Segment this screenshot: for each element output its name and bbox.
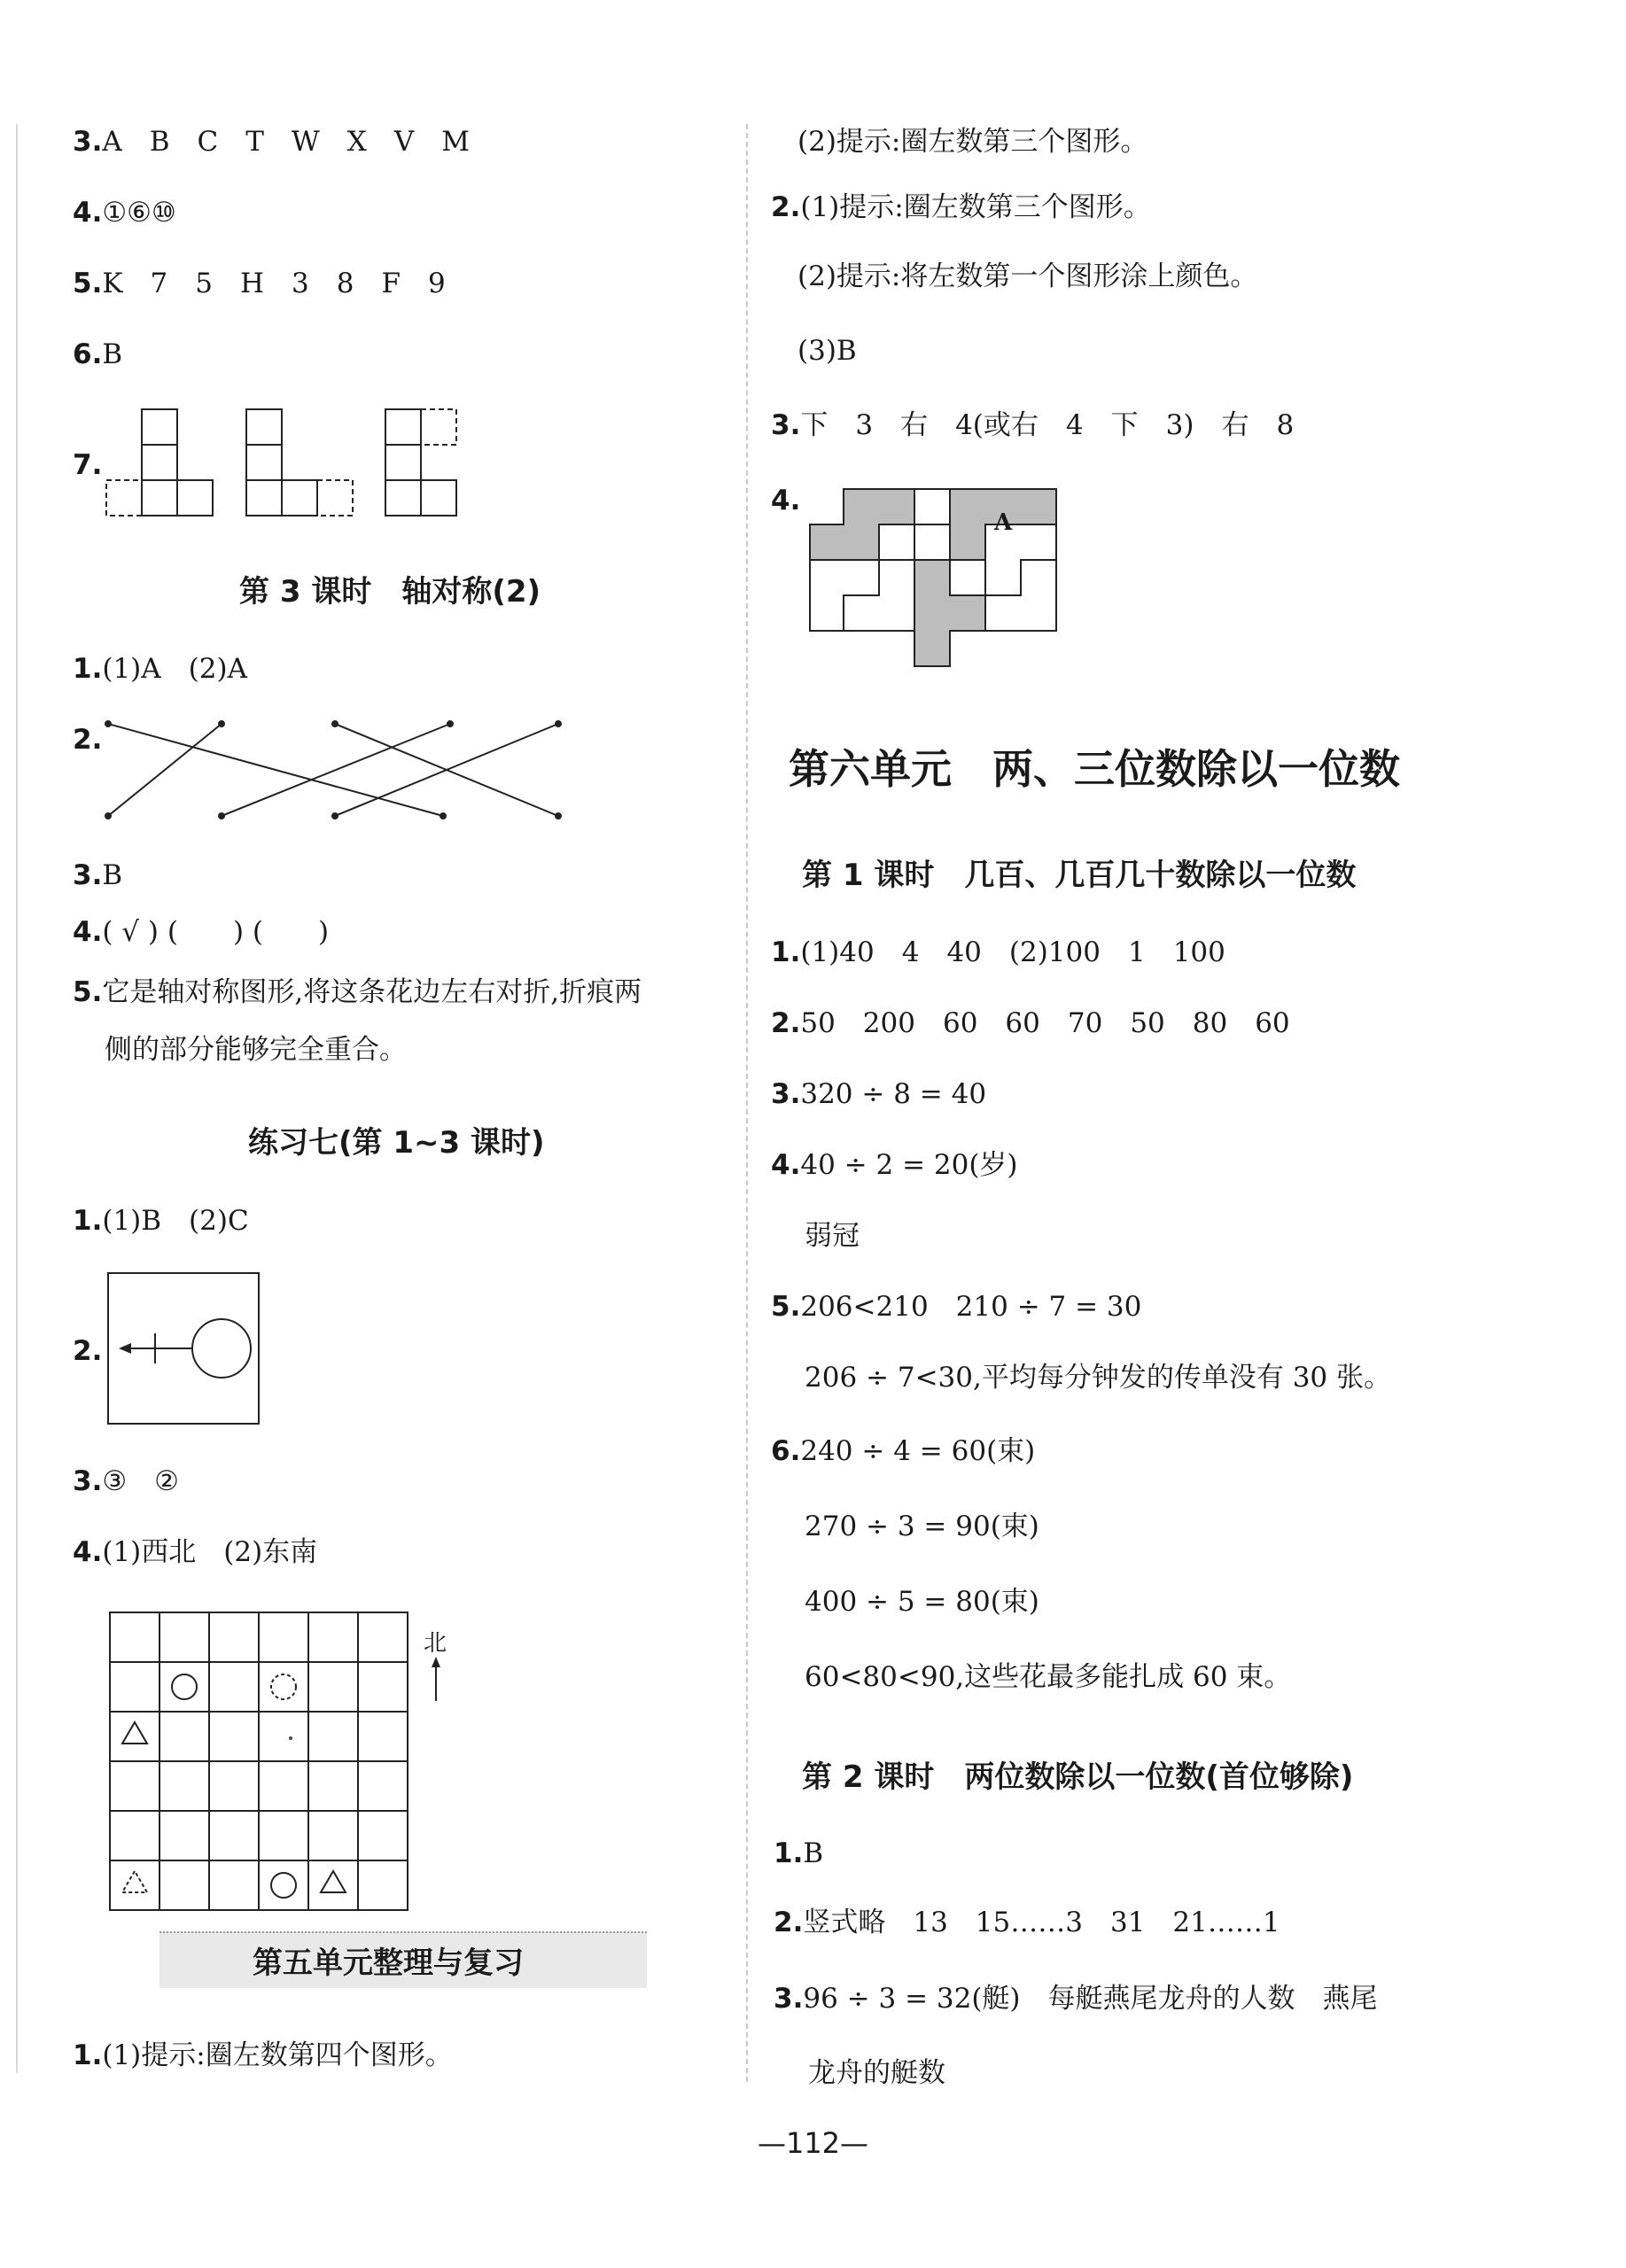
- north-label: 北: [424, 1630, 447, 1657]
- dashed-circle-shape: [271, 1674, 296, 1699]
- answer-item: 4.: [771, 485, 801, 517]
- lesson-title: 第 2 课时 两位数除以一位数(首位够除): [802, 1759, 1354, 1795]
- answer-item: 4.①⑥⑩: [73, 197, 176, 229]
- answer-item: 6.B: [73, 338, 123, 370]
- square: [142, 409, 177, 445]
- arrow-circle-box: [106, 1271, 261, 1426]
- l-shape-figures: [105, 408, 468, 523]
- answer-continuation: 60<80<90,这些花最多能扎成 60 束。: [805, 1661, 1292, 1693]
- answer-item: 4.(1)西北 (2)东南: [73, 1536, 318, 1568]
- answer-continuation: 龙舟的艇数: [808, 2057, 945, 2089]
- answer-item: 2.: [73, 724, 103, 756]
- answer-item: 3.96 ÷ 3 = 32(艇) 每艇燕尾龙舟的人数 燕尾: [774, 1983, 1378, 2015]
- answer-continuation: 400 ÷ 5 = 80(束): [805, 1586, 1039, 1618]
- lesson-title: 第 3 课时 轴对称(2): [239, 574, 541, 610]
- triangle-shape: [321, 1871, 346, 1892]
- square: [142, 480, 177, 516]
- unit-title: 第六单元 两、三位数除以一位数: [789, 745, 1400, 793]
- square: [385, 445, 421, 480]
- answer-item: 1.(1)提示:圈左数第四个图形。: [73, 2039, 453, 2071]
- added-square: [421, 409, 456, 445]
- square: [246, 445, 282, 480]
- north-arrow-icon: [427, 1657, 445, 1705]
- answer-continuation: (2)提示:圈左数第三个图形。: [797, 126, 1148, 158]
- answer-item: 3.320 ÷ 8 = 40: [771, 1078, 987, 1110]
- answer-item: 4.40 ÷ 2 = 20(岁): [771, 1149, 1018, 1181]
- left-margin-line: [16, 124, 18, 2073]
- added-square: [106, 480, 142, 516]
- answer-continuation: 弱冠: [805, 1220, 860, 1252]
- square: [385, 409, 421, 445]
- tile-puzzle-figure: [808, 487, 1065, 673]
- square: [177, 480, 213, 516]
- answer-item: 5.206<210 210 ÷ 7 = 30: [771, 1291, 1142, 1323]
- lesson-title: 第 1 课时 几百、几百几十数除以一位数: [802, 858, 1357, 893]
- grid-label-a: A: [994, 509, 1013, 536]
- answer-item: 2.竖式略 13 15……3 31 21……1: [774, 1907, 1280, 1938]
- exercise-title: 练习七(第 1~3 课时): [248, 1125, 545, 1161]
- review-title: 第五单元整理与复习: [253, 1946, 524, 1981]
- page-number: —112—: [757, 2126, 869, 2160]
- column-divider: [746, 124, 748, 2082]
- added-square: [317, 480, 353, 516]
- answer-item: 2.(1)提示:圈左数第三个图形。: [771, 191, 1151, 223]
- matching-lines-figure: [106, 722, 567, 828]
- square: [142, 445, 177, 480]
- dashed-triangle-shape: [122, 1871, 147, 1892]
- square: [421, 480, 456, 516]
- answer-continuation: (2)提示:将左数第一个图形涂上颜色。: [797, 260, 1258, 292]
- answer-continuation: 侧的部分能够完全重合。: [105, 1034, 407, 1066]
- answer-item: 3.A B C T W X V M: [73, 126, 470, 158]
- answer-item: 3.B: [73, 859, 123, 891]
- circle-shape: [172, 1674, 197, 1699]
- answer-item: 7.: [73, 449, 103, 481]
- square: [246, 409, 282, 445]
- answer-item: 1.(1)B (2)C: [73, 1205, 249, 1237]
- answer-item: 4.( √ ) ( ) ( ): [73, 916, 330, 948]
- circle-shape: [271, 1873, 296, 1898]
- answer-item: 3.下 3 右 4(或右 4 下 3) 右 8: [771, 409, 1295, 441]
- square: [282, 480, 317, 516]
- answer-continuation: 270 ÷ 3 = 90(束): [805, 1511, 1039, 1542]
- answer-item: 1.(1)A (2)A: [73, 653, 247, 685]
- answer-item: 1.B: [774, 1837, 824, 1869]
- answer-item: 6.240 ÷ 4 = 60(束): [771, 1435, 1036, 1467]
- answer-continuation: (3)B: [797, 335, 857, 367]
- square: [246, 480, 282, 516]
- answer-item: 2.50 200 60 60 70 50 80 60: [771, 1007, 1290, 1039]
- answer-item: 1.(1)40 4 40 (2)100 1 100: [771, 936, 1225, 968]
- answer-item: 3.③ ②: [73, 1465, 179, 1497]
- answer-item: 2.: [73, 1335, 103, 1367]
- triangle-shape: [122, 1722, 147, 1744]
- answer-continuation: 206 ÷ 7<30,平均每分钟发的传单没有 30 张。: [805, 1362, 1392, 1394]
- answer-item: 5.它是轴对称图形,将这条花边左右对折,折痕两: [73, 976, 642, 1008]
- square: [385, 480, 421, 516]
- answer-item: 5.K 7 5 H 3 8 F 9: [73, 268, 446, 299]
- position-grid: [108, 1611, 414, 1916]
